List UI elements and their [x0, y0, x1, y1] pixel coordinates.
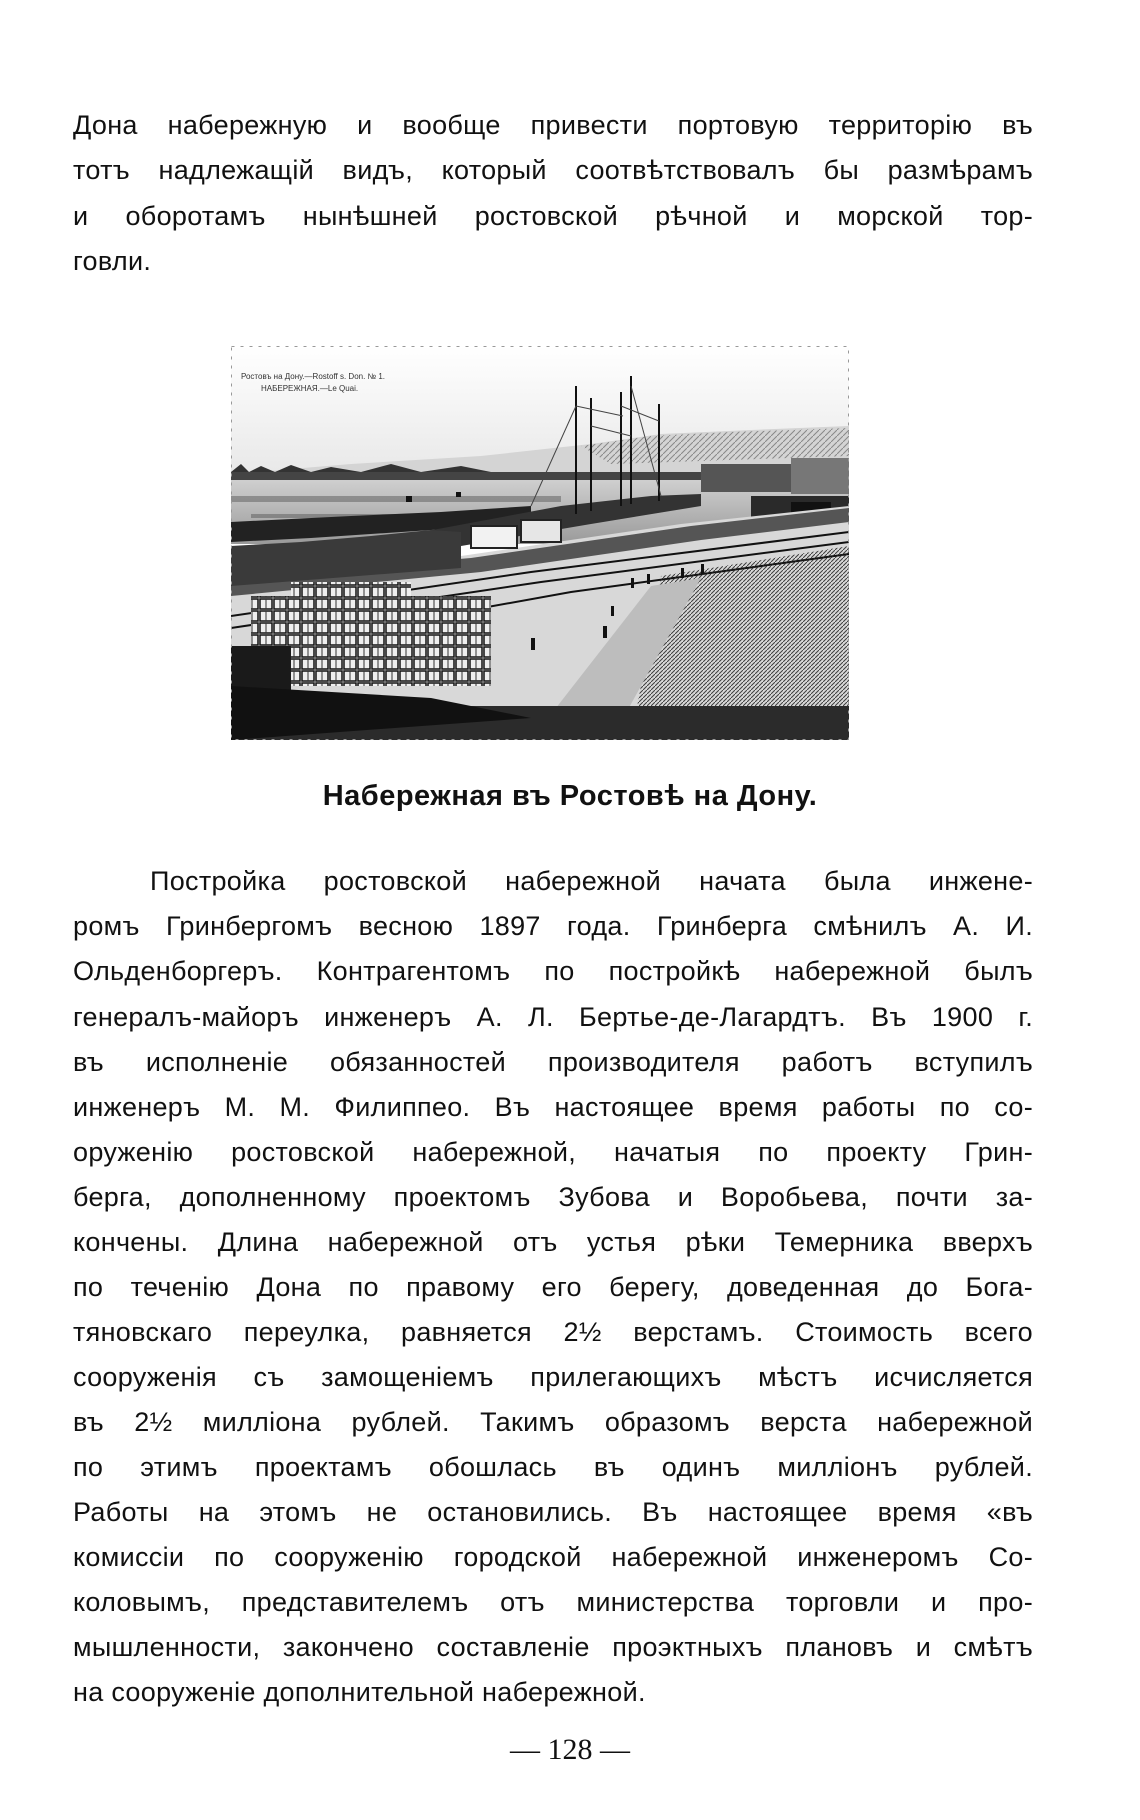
- main-paragraph-line-15: Работы на этомъ не остановились. Въ настоящее время «въ: [73, 1497, 1033, 1527]
- photo-label-line-2: НАБЕРЕЖНАЯ.—Le Quai.: [261, 384, 359, 393]
- main-paragraph-line-19: на сооруженіе дополнительной набережной.: [73, 1677, 646, 1707]
- photo-label-line-1: Ростовъ на Дону.—Rostoff s. Don. № 1.: [241, 372, 386, 381]
- main-paragraph-line-10: по теченію Дона по правому его берегу, доведенная до Бога-: [73, 1272, 1033, 1302]
- main-paragraph-line-5: въ исполненіе обязанностей производителя работъ вступилъ: [73, 1047, 1033, 1077]
- main-paragraph-line-7: оруженію ростовской набережной, начатыя по проекту Грин-: [73, 1137, 1033, 1167]
- top-paragraph-line-2: тотъ надлежащій видъ, который соотвѣтствовалъ бы размѣрамъ: [73, 155, 1033, 185]
- photo-caption: Набережная въ Ростовѣ на Дону.: [322, 780, 818, 812]
- main-paragraph-line-2: ромъ Гринбергомъ весною 1897 года. Гринберга смѣнилъ А. И.: [73, 911, 1033, 941]
- top-paragraph-line-3: и оборотамъ нынѣшней ростовской рѣчной и морской тор-: [73, 201, 1033, 231]
- main-paragraph-line-6: инженеръ М. М. Филиппео. Въ настоящее время работы по со-: [73, 1092, 1033, 1122]
- main-paragraph-line-11: тяновскаго переулка, равняется 2½ верстамъ. Стоимость всего: [73, 1317, 1033, 1347]
- main-paragraph-line-9: кончены. Длина набережной отъ устья рѣки Темерника вверхъ: [73, 1227, 1033, 1257]
- top-paragraph-line-1: Дона набережную и вообще привести портовую территорію въ: [73, 110, 1033, 140]
- top-paragraph-line-4: говли.: [73, 246, 152, 276]
- page-number: — 128 —: [510, 1733, 630, 1766]
- main-paragraph-line-12: сооруженія съ замощеніемъ прилегающихъ мѣстъ исчисляется: [73, 1362, 1033, 1392]
- main-paragraph-line-4: генералъ-майоръ инженеръ А. Л. Бертье-де-Лагардтъ. Въ 1900 г.: [73, 1002, 1033, 1032]
- main-paragraph-line-13: въ 2½ милліона рублей. Такимъ образомъ верста набережной: [73, 1407, 1033, 1437]
- main-paragraph-line-16: комиссіи по сооруженію городской набережной инженеромъ Со-: [73, 1542, 1033, 1572]
- main-paragraph-line-3: Ольденборгеръ. Контрагентомъ по постройкѣ набережной былъ: [73, 956, 1033, 986]
- main-paragraph-line-14: по этимъ проектамъ обошлась въ одинъ милліонъ рублей.: [73, 1452, 1033, 1482]
- main-paragraph-line-1: Постройка ростовской набережной начата была инжене-: [150, 866, 1033, 896]
- main-paragraph-line-18: мышленности, закончено составленіе проэктныхъ плановъ и смѣтъ: [73, 1632, 1033, 1662]
- main-paragraph-line-8: берга, дополненному проектомъ Зубова и Воробьева, почти за-: [73, 1182, 1033, 1212]
- main-paragraph-line-17: коловымъ, представителемъ отъ министерства торговли и про-: [73, 1587, 1033, 1617]
- embankment-photo: [231, 346, 849, 740]
